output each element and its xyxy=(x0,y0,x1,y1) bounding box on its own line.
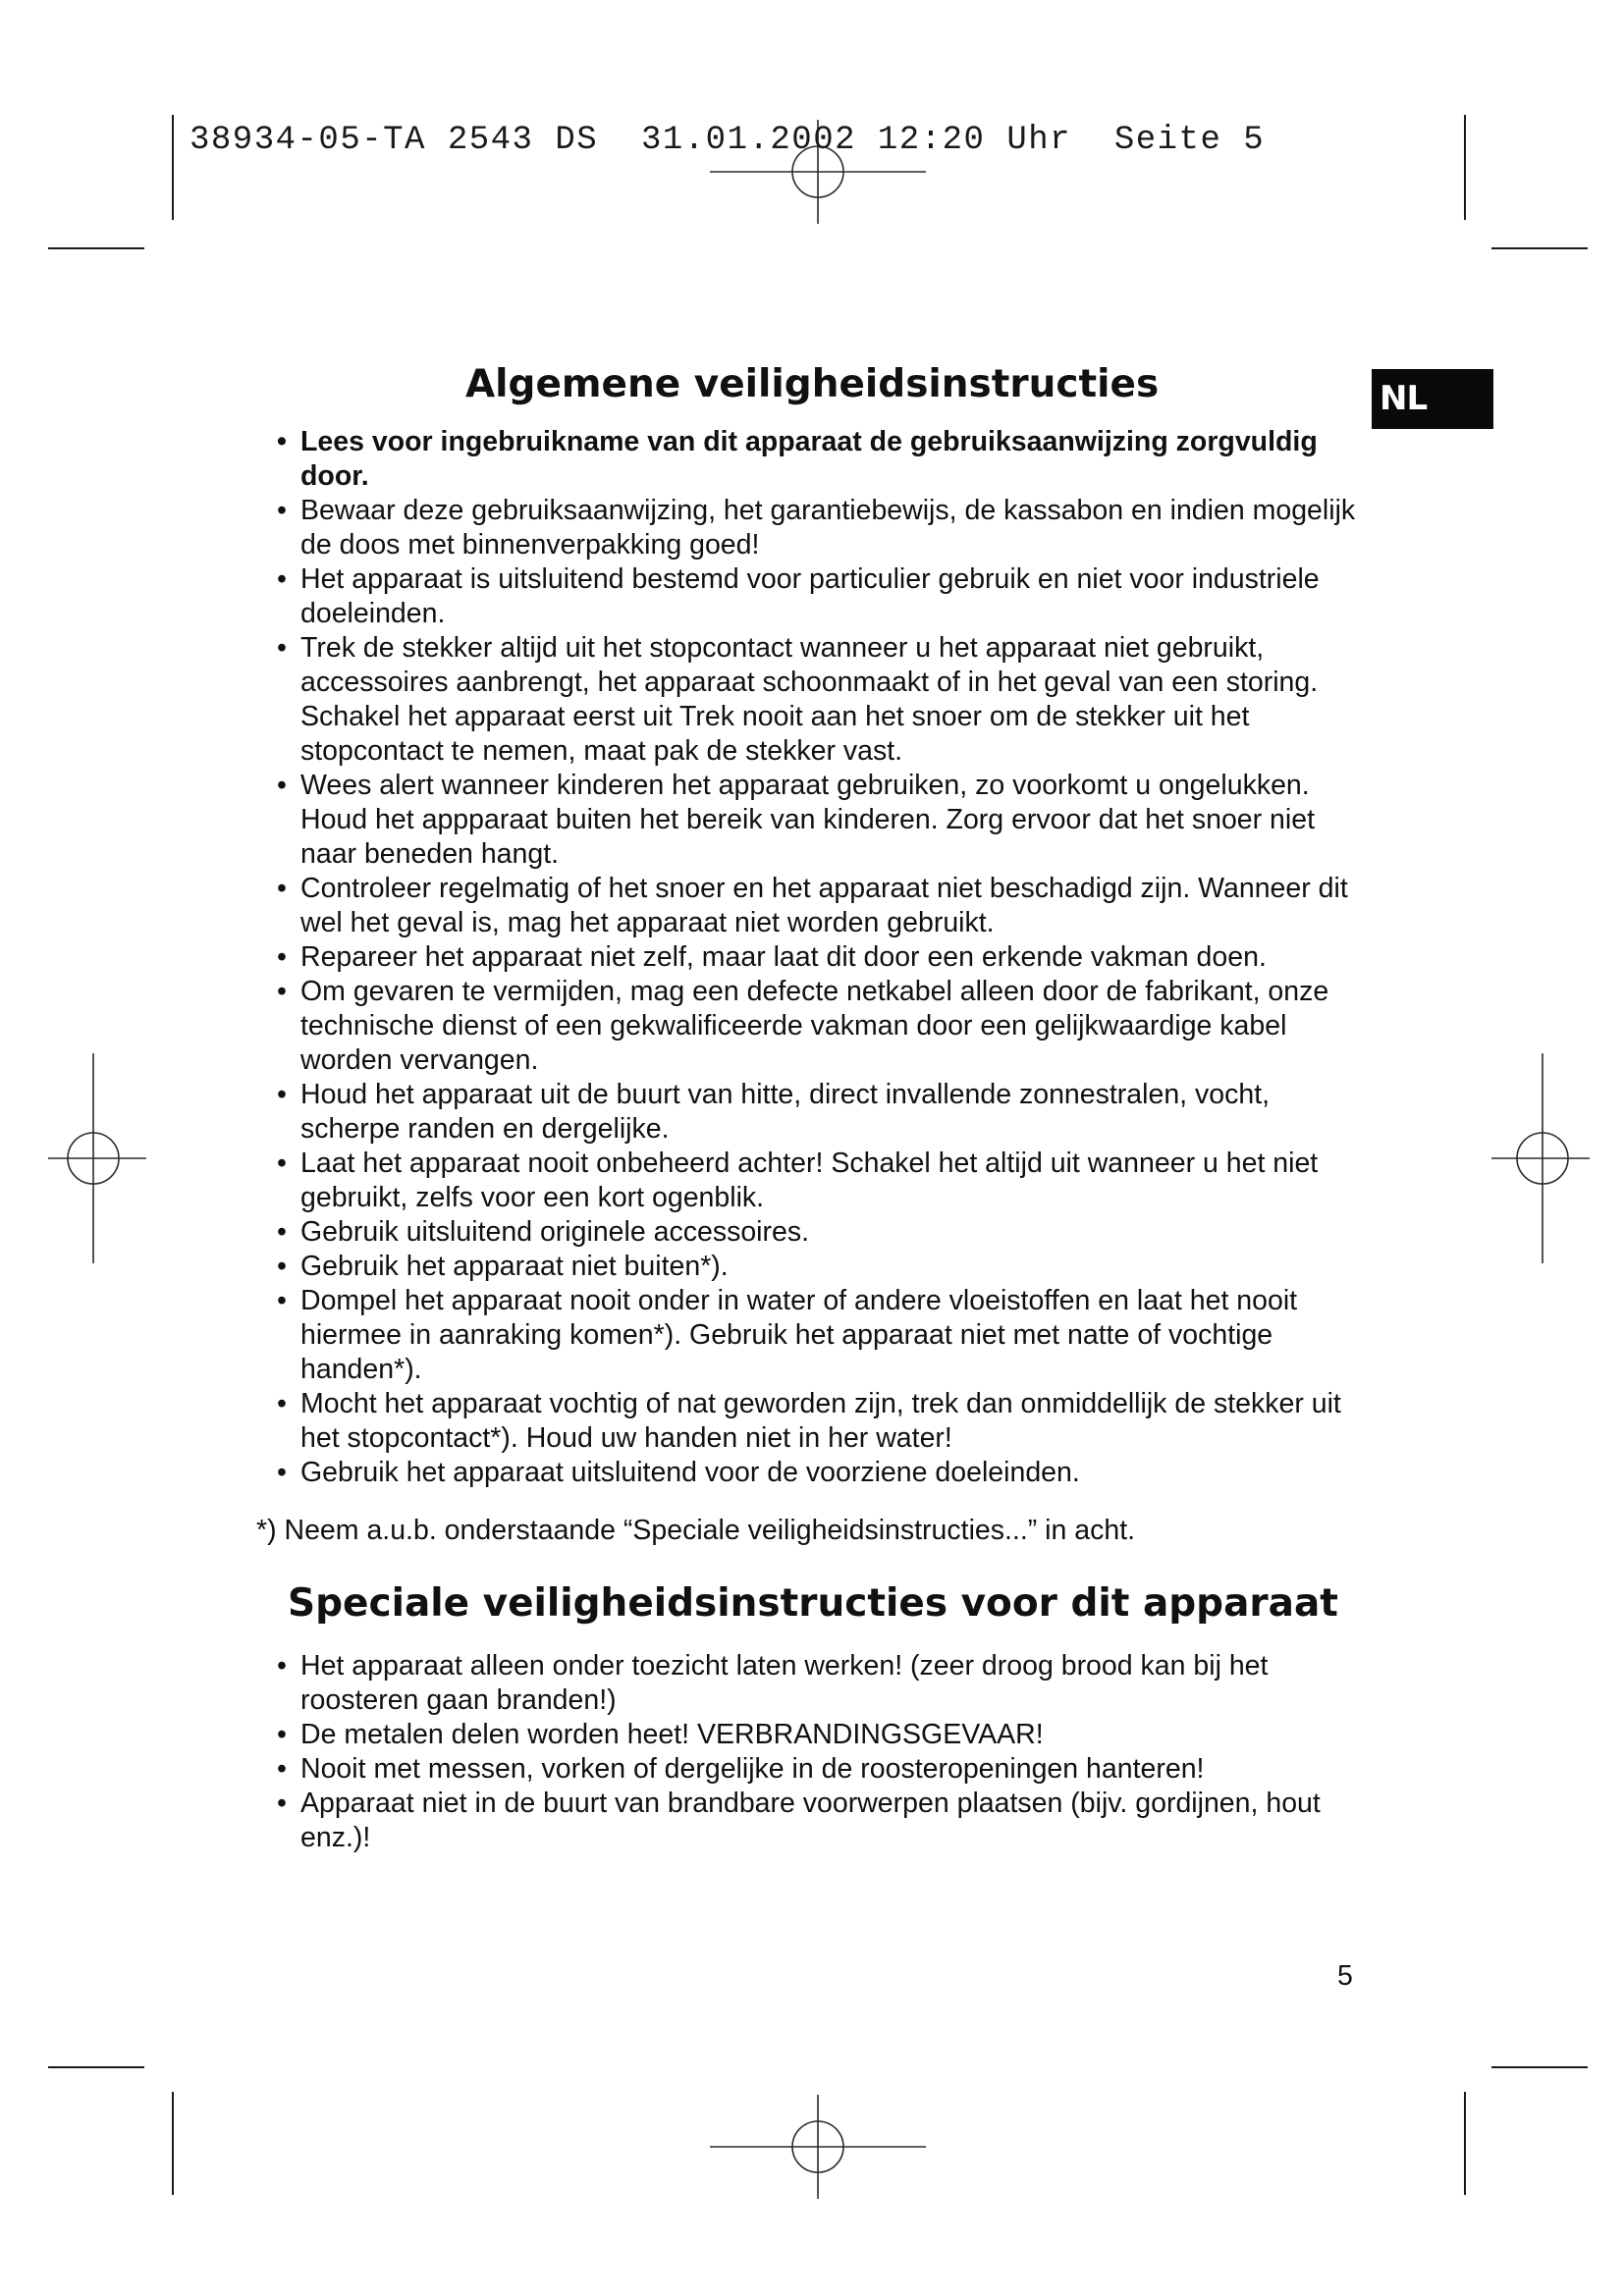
crop-mark-top-left-horizontal xyxy=(48,247,144,249)
list-item: • Repareer het apparaat niet zelf, maar laat dit door een erkende vakman doen. xyxy=(277,941,1267,973)
crop-mark-top-right-horizontal xyxy=(1491,247,1588,249)
list-item: • Gebruik uitsluitend originele accessoires. xyxy=(277,1216,810,1248)
crop-mark-top-left-vertical xyxy=(172,115,174,220)
list-item: • Om gevaren te vermijden, mag een defecte netkabel alleen door de fabrikant, onze technische dienst of een gekwalificeerde vakman door een gelijkwaardige kabel worden vervangen. xyxy=(277,976,1329,1076)
list-item: • Gebruik het apparaat niet buiten*). xyxy=(277,1251,729,1282)
list-item: • Gebruik het apparaat uitsluitend voor de voorziene doeleinden. xyxy=(277,1457,1080,1488)
list-item: • De metalen delen worden heet! VERBRANDINGSGEVAAR! xyxy=(277,1719,1044,1750)
language-tab: NL xyxy=(1372,369,1493,429)
special-safety-title: Speciale veiligheidsinstructies voor dit apparaat xyxy=(288,1581,1338,1626)
list-item: • Apparaat niet in de buurt van brandbare voorwerpen plaatsen (bijv. gordijnen, hout enz.)! xyxy=(277,1788,1321,1853)
crop-mark-bottom-left-horizontal xyxy=(48,2066,144,2068)
list-item: • Houd het apparaat uit de buurt van hitte, direct invallende zonnestralen, vocht, scherpe randen en dergelijke. xyxy=(277,1079,1271,1145)
list-item: • Dompel het apparaat nooit onder in water of andere vloeistoffen en laat het nooit hiermee in aanraking komen*). Gebruik het apparaat niet met natte of vochtige handen*). xyxy=(277,1285,1298,1385)
list-item: • Lees voor ingebruikname van dit apparaat de gebruiksaanwijzing zorgvuldig door. xyxy=(277,426,1318,492)
crop-mark-bottom-right-vertical xyxy=(1464,2092,1466,2195)
footnote: *) Neem a.u.b. onderstaande “Speciale veiligheidsinstructies...” in acht. xyxy=(256,1515,1136,1546)
list-item: • Het apparaat alleen onder toezicht laten werken! (zeer droog brood kan bij het roosteren gaan branden!) xyxy=(277,1650,1269,1716)
list-item: • Mocht het apparaat vochtig of nat geworden zijn, trek dan onmiddellijk de stekker uit het stopcontact*). Houd uw handen niet in her water! xyxy=(277,1388,1341,1454)
registration-mark-left xyxy=(48,1053,146,1263)
page-number: 5 xyxy=(1337,1960,1353,1992)
special-safety-list xyxy=(253,1649,1373,1855)
general-safety-title: Algemene veiligheidsinstructies xyxy=(465,362,1160,406)
list-item: • Controleer regelmatig of het snoer en het apparaat niet beschadigd zijn. Wanneer dit wel het geval is, mag het apparaat niet worden gebruikt. xyxy=(277,873,1348,938)
general-safety-list xyxy=(253,425,1373,1490)
print-slug-header: 38934-05-TA 2543 DS 31.01.2002 12:20 Uhr Seite 5 xyxy=(189,122,1266,159)
list-item: • Het apparaat is uitsluitend bestemd voor particulier gebruik en niet voor industriele doeleinden. xyxy=(277,563,1320,629)
list-item: • Wees alert wanneer kinderen het apparaat gebruiken, zo voorkomt u ongelukken. Houd het appparaat buiten het bereik van kinderen. Zorg ervoor dat het snoer niet naar beneden hangt. xyxy=(277,770,1315,870)
list-item: • Trek de stekker altijd uit het stopcontact wanneer u het apparaat niet gebruikt, accessoires aanbrengt, het apparaat schoonmaakt of in het geval van een storing. Schakel het apparaat eerst uit Trek nooit aan het snoer om de stekker uit het stopcontact te nemen, maat pak de stekker vast. xyxy=(277,632,1319,767)
list-item: • Bewaar deze gebruiksaanwijzing, het garantiebewijs, de kassabon en indien mogelijk de doos met binnenverpakking goed! xyxy=(277,495,1356,561)
list-item: • Nooit met messen, vorken of dergelijke in de roosteropeningen hanteren! xyxy=(277,1753,1205,1785)
crop-mark-top-right-vertical xyxy=(1464,115,1466,220)
registration-mark-right xyxy=(1491,1053,1590,1263)
list-item: • Laat het apparaat nooit onbeheerd achter! Schakel het altijd uit wanneer u het niet gebruikt, zelfs voor een kort ogenblik. xyxy=(277,1148,1319,1213)
crop-mark-bottom-left-vertical xyxy=(172,2092,174,2195)
crop-mark-bottom-right-horizontal xyxy=(1491,2066,1588,2068)
registration-mark-bottom xyxy=(710,2095,926,2199)
